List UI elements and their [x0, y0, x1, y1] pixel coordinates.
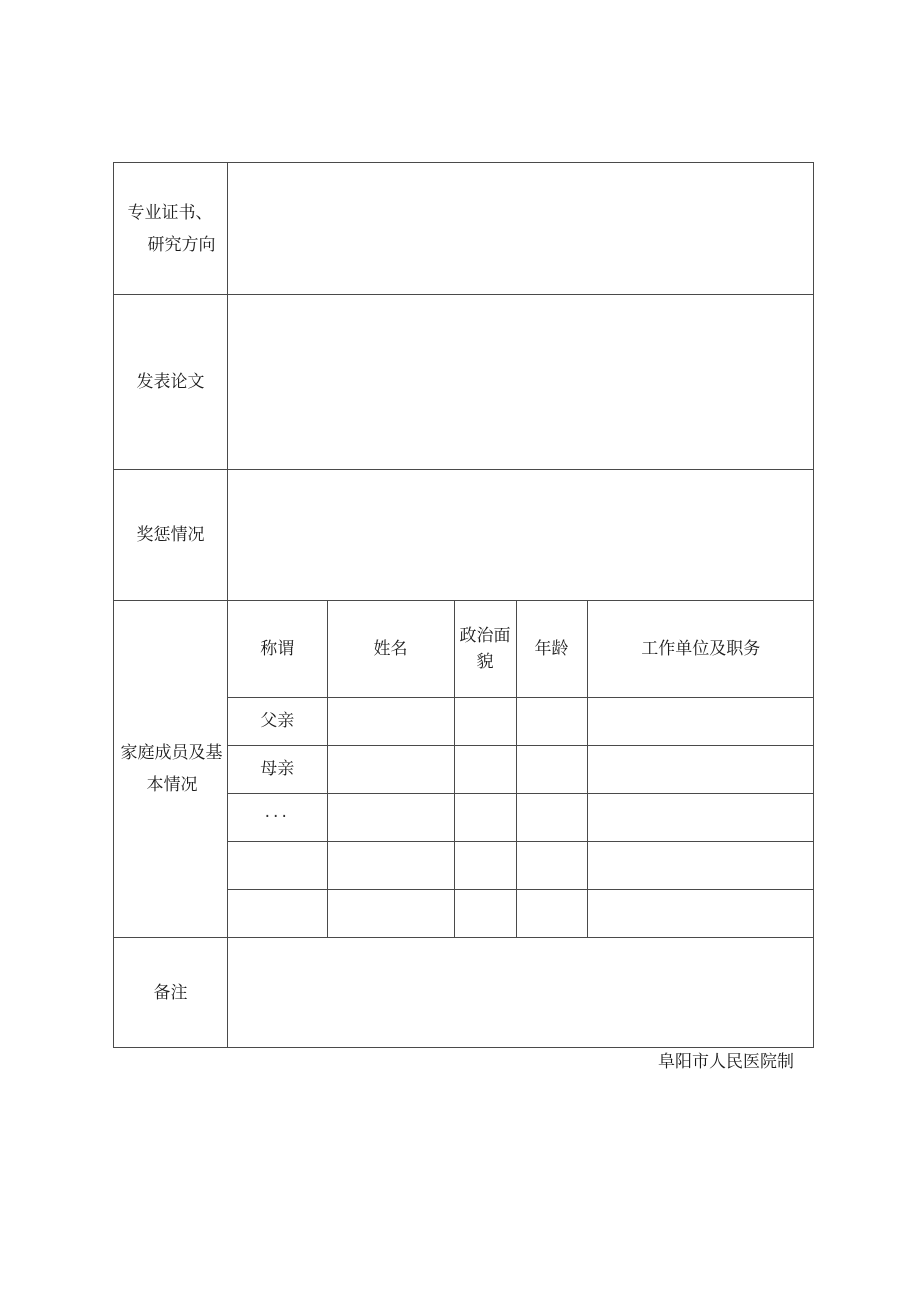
table-row: [228, 793, 814, 841]
work-cell[interactable]: [587, 697, 814, 745]
name-cell[interactable]: [327, 841, 454, 889]
political-cell[interactable]: [454, 697, 516, 745]
awards-input-cell[interactable]: [228, 470, 814, 601]
family-label-line2: 本情况: [146, 775, 198, 795]
table-row: [228, 841, 814, 889]
family-header-row: [228, 601, 814, 697]
family-label-line1: 家庭成员及基: [120, 743, 223, 763]
awards-row: [114, 470, 814, 601]
age-cell[interactable]: [516, 889, 587, 937]
remarks-label-cell: [114, 938, 228, 1048]
work-cell[interactable]: [587, 889, 814, 937]
political-cell[interactable]: [454, 745, 516, 793]
certificates-input-cell[interactable]: [228, 163, 814, 295]
political-cell[interactable]: [454, 841, 516, 889]
certificates-row: [114, 163, 814, 295]
political-cell[interactable]: [454, 793, 516, 841]
name-cell[interactable]: [327, 697, 454, 745]
certificates-label: [126, 197, 216, 261]
papers-label: 发表论文: [136, 372, 205, 392]
work-cell[interactable]: [587, 841, 814, 889]
certificates-label-line1: 专业证书、: [127, 202, 213, 223]
relation-cell[interactable]: [228, 889, 327, 937]
name-cell[interactable]: [327, 745, 454, 793]
relation-cell: 父亲: [228, 697, 327, 745]
political-cell[interactable]: [454, 889, 516, 937]
table-row: [228, 889, 814, 937]
certificates-label-cell: [114, 163, 228, 295]
awards-label: 奖惩情况: [136, 525, 205, 545]
header-political-line1: 政治面: [459, 625, 511, 646]
family-label: [119, 737, 223, 801]
header-name: 姓名: [327, 601, 454, 697]
certificates-label-line2: 研究方向: [147, 234, 216, 255]
name-cell[interactable]: [327, 889, 454, 937]
work-cell[interactable]: [587, 745, 814, 793]
remarks-row: [114, 938, 814, 1048]
family-label-cell: [114, 601, 228, 938]
papers-input-cell[interactable]: [228, 295, 814, 470]
table-row: [228, 697, 814, 745]
table-row: [228, 745, 814, 793]
header-work: 工作单位及职务: [587, 601, 814, 697]
header-political: [454, 601, 516, 697]
family-members-table: [228, 601, 814, 937]
age-cell[interactable]: [516, 841, 587, 889]
family-table-cell: [228, 601, 814, 938]
papers-row: [114, 295, 814, 470]
header-relation: 称谓: [228, 601, 327, 697]
application-form-table: [113, 162, 814, 1048]
header-political-line2: 貌: [476, 651, 494, 672]
relation-cell: 母亲: [228, 745, 327, 793]
age-cell[interactable]: [516, 793, 587, 841]
family-row: [114, 601, 814, 938]
awards-label-cell: [114, 470, 228, 601]
papers-label-cell: [114, 295, 228, 470]
age-cell[interactable]: [516, 745, 587, 793]
name-cell[interactable]: [327, 793, 454, 841]
remarks-input-cell[interactable]: [228, 938, 814, 1048]
relation-cell: ···: [228, 793, 327, 841]
age-cell[interactable]: [516, 697, 587, 745]
issuer-footer: 阜阳市人民医院制: [658, 1052, 794, 1072]
relation-cell[interactable]: [228, 841, 327, 889]
remarks-label: 备注: [153, 982, 188, 1003]
work-cell[interactable]: [587, 793, 814, 841]
header-age: 年龄: [516, 601, 587, 697]
